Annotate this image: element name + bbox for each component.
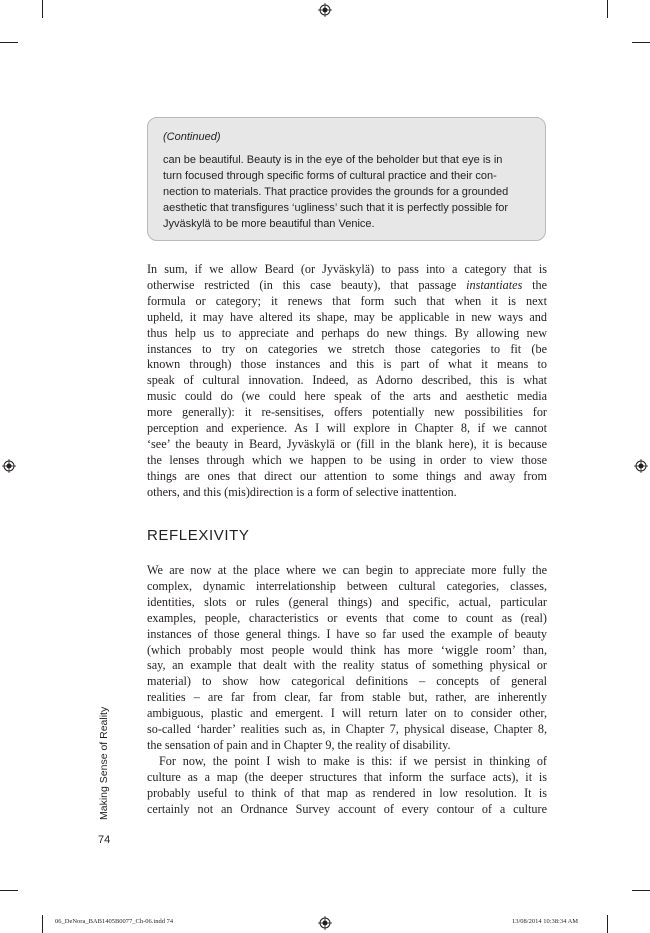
text-line: examples, people, characteristics or events that come to count as (real) [147,610,547,625]
box-line: aesthetic that transfigures ‘ugliness’ such that it is perfectly possible for [163,202,509,214]
text-line: culture as a map (the deeper structures that inform the surface acts), it is [147,769,547,784]
text-line: the lenses through which we happen to be using in order to view those [147,452,547,467]
box-line: nection to materials. That practice provides the grounds for a grounded [163,186,509,198]
text-line: complex, dynamic interrelationship between cultural categories, classes, [147,578,547,593]
text-line: upheld, it may have altered its shape, may be applicable in new ways and [147,309,547,324]
crop-mark-top-left-v [42,0,43,18]
text-line: material) to show how categorical definitions – concepts of general [147,674,547,689]
slug-file: 06_DeNora_BAB1405B0077_Ch-06.indd 74 [55,918,174,925]
crop-mark-bottom-left-v [42,915,43,933]
text-line: more generally): it re-sensitises, offers potentially new possibilities for [147,405,547,420]
crop-mark-bottom-left-h [0,890,18,891]
running-head: Making Sense of Reality [98,706,110,820]
crop-mark-top-right-v [607,0,608,18]
text-line: probably useful to think of that map as rendered in low resolution. It is [147,785,547,800]
box-line: turn focused through specific forms of cultural practice and their con- [163,170,497,182]
page-number: 74 [98,834,111,846]
text-line: others, and this (mis)direction is a form of selective inattention. [147,484,457,499]
registration-mark-icon [318,3,332,17]
text-line: say, an example that dealt with the reality status of something physical or [147,658,547,673]
text-line: identities, slots or rules (general things) and specific, actual, particular [147,594,547,609]
text-segment: the [522,277,548,292]
registration-mark-icon [634,459,648,473]
registration-mark-icon [2,459,16,473]
text-line: instances of those general things. I have so far used the example of beauty [147,626,547,641]
text-line: thus help us to appreciate and perhaps do new things. By allowing new [147,325,547,340]
box-line: Jyväskylä to be more beautiful than Venice. [163,218,375,230]
crop-mark-top-left-h [0,42,18,43]
text-line: We are now at the place where we can begin to appreciate more fully the [147,563,547,577]
continued-box [147,117,546,241]
crop-mark-top-right-h [632,42,650,43]
text-line: In sum, if we allow Beard (or Jyväskylä) to pass into a category that is [147,262,547,276]
text-line: realities – are far from clear, far from stable but, rather, are inherently [147,690,547,705]
section-heading: REFLEXIVITY [147,527,250,544]
text-line: (which probably most people would think has more ‘wiggle room’ than, [147,642,547,657]
text-line [147,278,547,294]
text-line: instances to try on categories we stretch those categories to fit (be [147,341,547,356]
text-line: things are ones that direct our attention to some things and away from [147,468,547,483]
paragraph-2 [147,563,547,754]
text-line: known through) those instances and this is part of what it means to [147,357,547,372]
paragraph-3 [147,754,547,818]
text-line: certainly not an Ordnance Survey account of every contour of a culture [147,801,547,816]
text-line: so-called ‘harder’ realities such as, in Chapter 7, physical disease, Chapter 8, [147,722,547,737]
text-line: ambiguous, plastic and emergent. I will return later on to consider other, [147,706,547,721]
slug-timestamp: 13/08/2014 10:38:34 AM [512,918,579,925]
text-line: For now, the point I wish to make is this: if we persist in thinking of [159,754,547,768]
crop-mark-bottom-right-h [632,890,650,891]
text-line: speak of cultural innovation. Indeed, as Adorno described, this is what [147,373,547,388]
text-line: ‘see’ the beauty in Beard, Jyväskylä or (fill in the blank here), it is because [147,436,547,451]
continued-label: (Continued) [163,131,221,143]
text-line: perception and experience. As I will explore in Chapter 8, if we cannot [147,421,547,436]
text-line: formula or category; it renews that form such that when it is next [147,293,547,308]
box-line: can be beautiful. Beauty is in the eye of the beholder but that eye is in [163,154,503,166]
text-line: music could do (we could here speak of the arts and aesthetic media [147,389,547,404]
text-segment: otherwise restricted (in this case beauty), that passage [147,277,457,292]
text-line: the sensation of pain and in Chapter 9, the reality of disability. [147,737,451,752]
registration-mark-icon [318,916,332,930]
crop-mark-bottom-right-v [607,915,608,933]
emphasis: instantiates [466,277,523,292]
paragraph-1 [147,262,547,501]
